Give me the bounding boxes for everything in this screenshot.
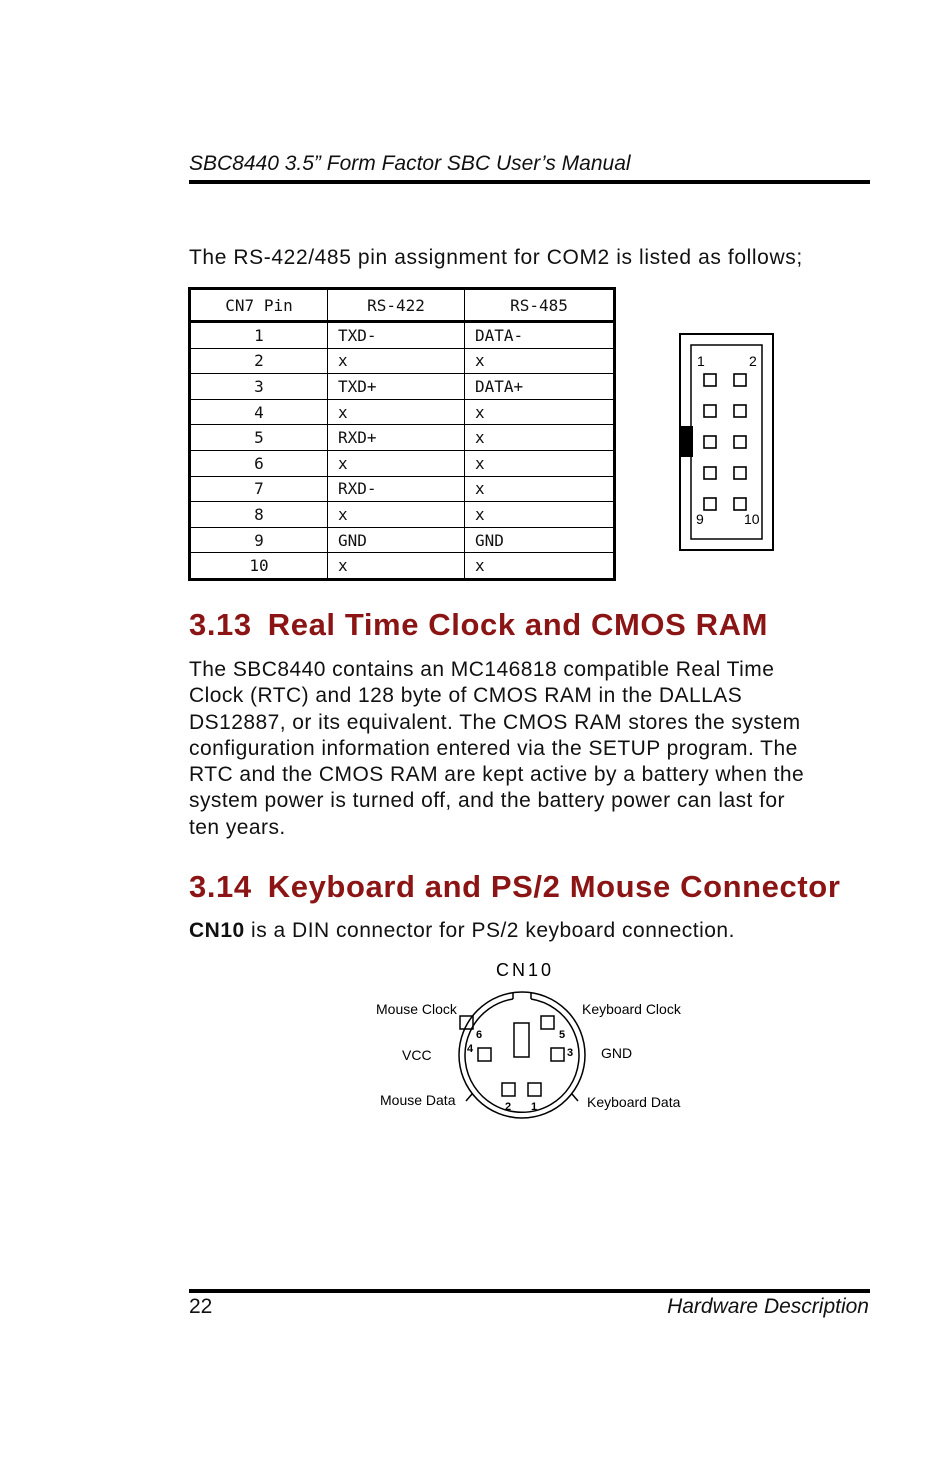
table-cell: 3 bbox=[190, 374, 328, 400]
section-number: 3.14 bbox=[189, 869, 252, 904]
connector-pin-4 bbox=[734, 405, 746, 417]
connector-inner bbox=[691, 345, 762, 539]
din-title: CN10 bbox=[495, 960, 555, 980]
footer-rule bbox=[189, 1289, 870, 1293]
pin-label-1: 1 bbox=[697, 353, 705, 369]
connector-pin-9 bbox=[704, 498, 716, 510]
connector-pin-1 bbox=[704, 374, 716, 386]
cn7-connector-diagram bbox=[678, 332, 776, 552]
din-pin-1 bbox=[528, 1083, 541, 1096]
label-keyboard-data: Keyboard Data bbox=[587, 1094, 681, 1110]
table-cell: DATA+ bbox=[465, 374, 615, 400]
table-cell: 2 bbox=[190, 348, 328, 374]
label-mouse-clock: Mouse Clock bbox=[376, 1001, 457, 1017]
connector-pin-2 bbox=[734, 374, 746, 386]
connector-pin-6 bbox=[734, 436, 746, 448]
table-row bbox=[190, 425, 615, 451]
column-header: RS-422 bbox=[328, 289, 465, 322]
table-row bbox=[190, 527, 615, 553]
table-row bbox=[190, 502, 615, 528]
section-title-text: Real Time Clock and CMOS RAM bbox=[267, 607, 769, 642]
table-cell: TXD+ bbox=[328, 374, 465, 400]
paragraph-line: ten years. bbox=[189, 815, 286, 839]
table-cell: x bbox=[465, 502, 615, 528]
table-header-row bbox=[190, 289, 615, 322]
table-cell: x bbox=[465, 425, 615, 451]
connector-pin-5 bbox=[704, 436, 716, 448]
connector-pins bbox=[704, 374, 746, 510]
table-row bbox=[190, 322, 615, 349]
table-cell: x bbox=[328, 502, 465, 528]
table-cell: TXD- bbox=[328, 322, 465, 349]
din-center-key bbox=[514, 1023, 529, 1057]
section-number: 3.13 bbox=[189, 607, 252, 642]
din-pin-label-3: 3 bbox=[567, 1047, 574, 1059]
table-cell: 8 bbox=[190, 502, 328, 528]
header-rule bbox=[189, 180, 870, 184]
din-pin-label-6: 6 bbox=[476, 1029, 483, 1041]
section-title-text: Keyboard and PS/2 Mouse Connector bbox=[267, 869, 841, 904]
table-row bbox=[190, 399, 615, 425]
table-cell: x bbox=[465, 450, 615, 476]
section-heading-3-14 bbox=[189, 869, 840, 905]
table-cell: 6 bbox=[190, 450, 328, 476]
rtc-paragraph bbox=[189, 657, 869, 841]
table-cell: x bbox=[465, 399, 615, 425]
paragraph-line: configuration information entered via the SETUP program. The bbox=[189, 736, 798, 760]
paragraph-line: system power is turned off, and the battery power can last for bbox=[189, 789, 785, 813]
cn10-label: CN10 bbox=[189, 919, 245, 942]
paragraph-line: Clock (RTC) and 128 byte of CMOS RAM in the DALLAS bbox=[189, 684, 743, 708]
connector-pin-8 bbox=[734, 467, 746, 479]
paragraph-line: The SBC8440 contains an MC146818 compatible Real Time bbox=[189, 658, 775, 681]
table-cell: 4 bbox=[190, 399, 328, 425]
table-cell: x bbox=[465, 553, 615, 580]
table-cell: GND bbox=[465, 527, 615, 553]
din-pin-label-2: 2 bbox=[505, 1101, 512, 1113]
label-mouse-data: Mouse Data bbox=[380, 1092, 456, 1108]
label-gnd: GND bbox=[601, 1045, 633, 1061]
din-pin-4 bbox=[478, 1048, 491, 1061]
table-cell: 5 bbox=[190, 425, 328, 451]
connector-pin-10 bbox=[734, 498, 746, 510]
manual-title: SBC8440 3.5” Form Factor SBC User’s Manual bbox=[189, 152, 631, 175]
table-cell: x bbox=[328, 450, 465, 476]
connector-key bbox=[680, 426, 693, 457]
din-pin-3 bbox=[551, 1048, 564, 1061]
label-keyboard-clock: Keyboard Clock bbox=[582, 1001, 681, 1017]
page-number: 22 bbox=[189, 1295, 213, 1318]
pin-label-10: 10 bbox=[744, 511, 760, 527]
table-cell: RXD- bbox=[328, 476, 465, 502]
din-pin-label-4: 4 bbox=[467, 1043, 474, 1055]
ps2-din-connector-diagram bbox=[360, 955, 700, 1125]
table-cell: RXD+ bbox=[328, 425, 465, 451]
table-cell: x bbox=[328, 399, 465, 425]
section-heading-3-13 bbox=[189, 607, 768, 643]
cn10-text: is a DIN connector for PS/2 keyboard connection. bbox=[244, 919, 735, 942]
table-cell: 7 bbox=[190, 476, 328, 502]
din-pin-label-1: 1 bbox=[531, 1101, 538, 1113]
paragraph-line: DS12887, or its equivalent. The CMOS RAM stores the system bbox=[189, 710, 801, 734]
connector-pin-7 bbox=[704, 467, 716, 479]
table-cell: x bbox=[328, 553, 465, 580]
table-cell: 1 bbox=[190, 322, 328, 349]
pin-label-9: 9 bbox=[696, 511, 704, 527]
din-pin-2 bbox=[502, 1083, 515, 1096]
cn10-description bbox=[189, 919, 735, 943]
column-header: RS-485 bbox=[465, 289, 615, 322]
din-pin-5 bbox=[541, 1016, 554, 1029]
table-cell: 9 bbox=[190, 527, 328, 553]
table-row bbox=[190, 348, 615, 374]
table-cell: x bbox=[328, 348, 465, 374]
table-cell: x bbox=[465, 476, 615, 502]
table-cell: GND bbox=[328, 527, 465, 553]
table-row bbox=[190, 553, 615, 580]
pin-label-2: 2 bbox=[749, 353, 757, 369]
paragraph-line: RTC and the CMOS RAM are kept active by a battery when the bbox=[189, 763, 805, 787]
table-cell: 10 bbox=[190, 553, 328, 580]
table-row bbox=[190, 476, 615, 502]
table-cell: DATA- bbox=[465, 322, 615, 349]
table-cell: x bbox=[465, 348, 615, 374]
table-row bbox=[190, 374, 615, 400]
connector-pin-3 bbox=[704, 405, 716, 417]
pin-assignment-table bbox=[188, 287, 616, 581]
din-pin-label-5: 5 bbox=[559, 1029, 566, 1041]
label-vcc: VCC bbox=[402, 1047, 432, 1063]
table-row bbox=[190, 450, 615, 476]
footer-section-title: Hardware Description bbox=[667, 1295, 869, 1318]
intro-text: The RS-422/485 pin assignment for COM2 is listed as follows; bbox=[189, 246, 803, 269]
column-header: CN7 Pin bbox=[190, 289, 328, 322]
